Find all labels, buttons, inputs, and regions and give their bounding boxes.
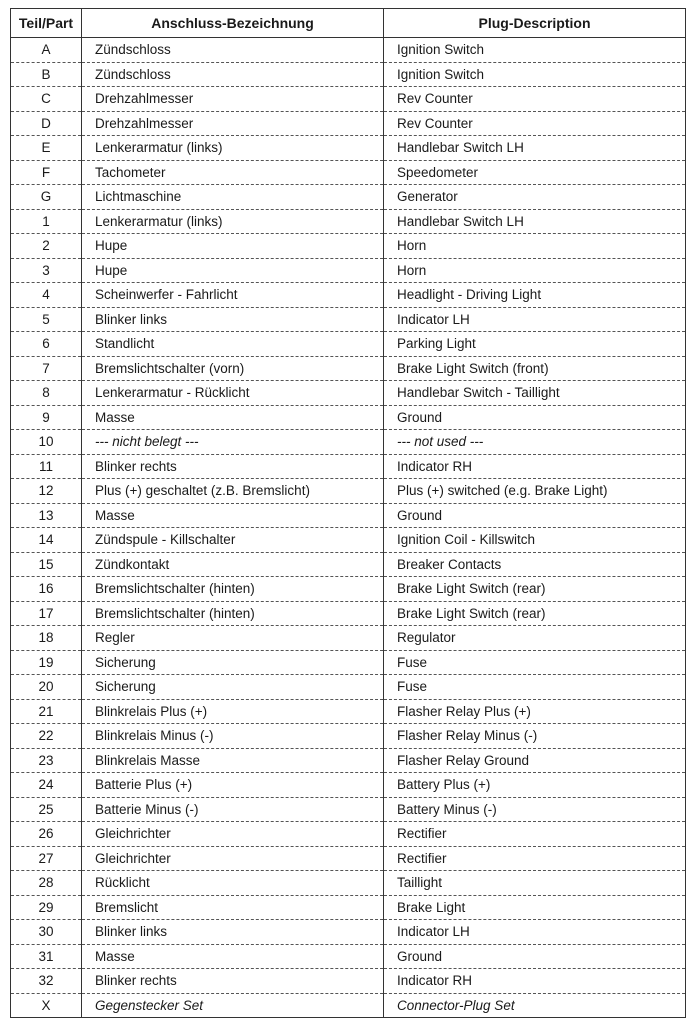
german-description-cell: Batterie Minus (-) xyxy=(82,797,384,822)
german-description-cell: Gegenstecker Set xyxy=(82,993,384,1018)
table-row xyxy=(11,699,686,724)
german-description-cell: Tachometer xyxy=(82,160,384,185)
english-description-cell: Horn xyxy=(384,258,686,283)
english-description-cell: Rectifier xyxy=(384,846,686,871)
german-description-cell: Sicherung xyxy=(82,675,384,700)
table-row xyxy=(11,209,686,234)
part-cell: C xyxy=(11,87,82,112)
english-description-cell: Ground xyxy=(384,944,686,969)
english-description-cell: Flasher Relay Plus (+) xyxy=(384,699,686,724)
table-row xyxy=(11,846,686,871)
part-cell: 21 xyxy=(11,699,82,724)
german-description-cell: Masse xyxy=(82,405,384,430)
part-cell: 31 xyxy=(11,944,82,969)
german-description-cell: Blinkrelais Minus (-) xyxy=(82,724,384,749)
part-cell: 26 xyxy=(11,822,82,847)
english-description-cell: Speedometer xyxy=(384,160,686,185)
table-row xyxy=(11,111,686,136)
table-row xyxy=(11,405,686,430)
german-description-cell: Hupe xyxy=(82,258,384,283)
german-description-cell: Rücklicht xyxy=(82,871,384,896)
part-cell: 28 xyxy=(11,871,82,896)
german-description-cell: Bremslichtschalter (vorn) xyxy=(82,356,384,381)
part-cell: 32 xyxy=(11,969,82,994)
german-description-cell: Hupe xyxy=(82,234,384,259)
table-body xyxy=(11,38,686,1018)
part-cell: 23 xyxy=(11,748,82,773)
header-german: Anschluss-Bezeichnung xyxy=(82,9,384,38)
table-row xyxy=(11,307,686,332)
german-description-cell: Plus (+) geschaltet (z.B. Bremslicht) xyxy=(82,479,384,504)
german-description-cell: Blinkrelais Plus (+) xyxy=(82,699,384,724)
table-row xyxy=(11,920,686,945)
part-cell: 19 xyxy=(11,650,82,675)
german-description-cell: Scheinwerfer - Fahrlicht xyxy=(82,283,384,308)
part-cell: D xyxy=(11,111,82,136)
english-description-cell: Ground xyxy=(384,405,686,430)
table-row xyxy=(11,577,686,602)
german-description-cell: Gleichrichter xyxy=(82,822,384,847)
part-cell: 2 xyxy=(11,234,82,259)
german-description-cell: Drehzahlmesser xyxy=(82,111,384,136)
english-description-cell: Flasher Relay Minus (-) xyxy=(384,724,686,749)
english-description-cell: Regulator xyxy=(384,626,686,651)
english-description-cell: Rectifier xyxy=(384,822,686,847)
part-cell: 12 xyxy=(11,479,82,504)
english-description-cell: Rev Counter xyxy=(384,111,686,136)
english-description-cell: Connector-Plug Set xyxy=(397,997,515,1013)
part-cell: 3 xyxy=(11,258,82,283)
german-description-cell: Masse xyxy=(82,944,384,969)
part-cell: 9 xyxy=(11,405,82,430)
table-row xyxy=(11,797,686,822)
english-description-cell: Headlight - Driving Light xyxy=(384,283,686,308)
english-description-cell: Brake Light xyxy=(384,895,686,920)
english-description-cell: --- not used --- xyxy=(384,430,686,455)
part-cell: 4 xyxy=(11,283,82,308)
english-description-cell: Taillight xyxy=(384,871,686,896)
german-description-cell: Gleichrichter xyxy=(82,846,384,871)
part-cell: A xyxy=(11,38,82,63)
part-cell: 22 xyxy=(11,724,82,749)
german-description-cell: Blinker links xyxy=(82,307,384,332)
english-description-cell: Handlebar Switch - Taillight xyxy=(384,381,686,406)
english-description-cell: Flasher Relay Ground xyxy=(384,748,686,773)
german-description-cell: Lichtmaschine xyxy=(82,185,384,210)
part-cell: 10 xyxy=(11,430,82,455)
part-cell: 20 xyxy=(11,675,82,700)
english-description-cell: Brake Light Switch (front) xyxy=(384,356,686,381)
english-description-cell: Fuse xyxy=(384,675,686,700)
part-cell: 27 xyxy=(11,846,82,871)
table-row xyxy=(11,895,686,920)
table-header-row xyxy=(11,9,686,38)
german-description-cell: Standlicht xyxy=(82,332,384,357)
table-row xyxy=(11,503,686,528)
table-row xyxy=(11,822,686,847)
table-row xyxy=(11,136,686,161)
english-description-cell: Battery Minus (-) xyxy=(384,797,686,822)
table-row xyxy=(11,185,686,210)
part-cell: 7 xyxy=(11,356,82,381)
english-description-cell: Ground xyxy=(384,503,686,528)
german-description-cell: Blinker links xyxy=(82,920,384,945)
table-row xyxy=(11,454,686,479)
english-description-cell: Ignition Switch xyxy=(384,62,686,87)
english-description-cell: Ignition Switch xyxy=(384,38,686,63)
table-row xyxy=(11,626,686,651)
german-description-cell: Regler xyxy=(82,626,384,651)
german-description-cell: Zündschloss xyxy=(82,62,384,87)
german-description-cell: Blinkrelais Masse xyxy=(82,748,384,773)
table-row xyxy=(11,160,686,185)
english-description-cell: Indicator LH xyxy=(384,920,686,945)
part-cell: 13 xyxy=(11,503,82,528)
german-description-cell: Lenkerarmatur (links) xyxy=(82,209,384,234)
header-english: Plug-Description xyxy=(384,9,686,38)
german-description-cell: Bremslichtschalter (hinten) xyxy=(82,577,384,602)
german-description-cell: Sicherung xyxy=(82,650,384,675)
english-description-cell: Plus (+) switched (e.g. Brake Light) xyxy=(384,479,686,504)
german-description-cell: Lenkerarmatur - Rücklicht xyxy=(82,381,384,406)
table-row xyxy=(11,675,686,700)
table-row xyxy=(11,528,686,553)
table-row xyxy=(11,944,686,969)
table-row xyxy=(11,650,686,675)
english-description-cell: Generator xyxy=(384,185,686,210)
table-row xyxy=(11,258,686,283)
english-description-cell: Ignition Coil - Killswitch xyxy=(384,528,686,553)
german-description-cell: Zündspule - Killschalter xyxy=(82,528,384,553)
table-row xyxy=(11,479,686,504)
german-description-cell: Lenkerarmatur (links) xyxy=(82,136,384,161)
german-description-cell: Blinker rechts xyxy=(82,969,384,994)
english-description-cell: Battery Plus (+) xyxy=(384,773,686,798)
english-description-cell: Brake Light Switch (rear) xyxy=(384,601,686,626)
part-cell: F xyxy=(11,160,82,185)
english-description-cell: Handlebar Switch LH xyxy=(384,136,686,161)
table-row xyxy=(11,969,686,994)
header-part: Teil/Part xyxy=(11,9,82,38)
part-cell: 14 xyxy=(11,528,82,553)
english-description-cell: Indicator LH xyxy=(384,307,686,332)
german-description-cell: Zündkontakt xyxy=(82,552,384,577)
part-cell: X xyxy=(11,993,82,1018)
part-cell: 29 xyxy=(11,895,82,920)
english-description-cell: Indicator RH xyxy=(384,454,686,479)
english-description-cell: Brake Light Switch (rear) xyxy=(384,577,686,602)
part-cell: E xyxy=(11,136,82,161)
part-cell: 6 xyxy=(11,332,82,357)
german-description-cell: Batterie Plus (+) xyxy=(82,773,384,798)
part-cell: 18 xyxy=(11,626,82,651)
german-description-cell: Masse xyxy=(82,503,384,528)
english-description-cell: Parking Light xyxy=(384,332,686,357)
table-row xyxy=(11,871,686,896)
table-row xyxy=(11,356,686,381)
english-description-cell: Rev Counter xyxy=(384,87,686,112)
part-cell: 25 xyxy=(11,797,82,822)
table-row xyxy=(11,993,686,1018)
english-description-cell: Horn xyxy=(384,234,686,259)
part-cell: 8 xyxy=(11,381,82,406)
part-cell: 17 xyxy=(11,601,82,626)
table-row xyxy=(11,234,686,259)
german-description-cell: Bremslicht xyxy=(82,895,384,920)
table-row xyxy=(11,87,686,112)
part-cell: 24 xyxy=(11,773,82,798)
english-description-cell: Handlebar Switch LH xyxy=(384,209,686,234)
table-row xyxy=(11,38,686,63)
table-row xyxy=(11,430,686,455)
german-description-cell: --- nicht belegt --- xyxy=(82,430,384,455)
table-row xyxy=(11,332,686,357)
table-row xyxy=(11,62,686,87)
table-row xyxy=(11,748,686,773)
part-cell: G xyxy=(11,185,82,210)
part-cell: 5 xyxy=(11,307,82,332)
table-row xyxy=(11,724,686,749)
table-row xyxy=(11,283,686,308)
part-cell: 1 xyxy=(11,209,82,234)
table-row xyxy=(11,601,686,626)
part-cell: B xyxy=(11,62,82,87)
german-description-cell: Bremslichtschalter (hinten) xyxy=(82,601,384,626)
part-cell: 11 xyxy=(11,454,82,479)
parts-table xyxy=(10,8,686,1018)
german-description-cell: Drehzahlmesser xyxy=(82,87,384,112)
german-description-cell: Blinker rechts xyxy=(82,454,384,479)
german-description-cell: Zündschloss xyxy=(82,38,384,63)
table-row xyxy=(11,381,686,406)
part-cell: 16 xyxy=(11,577,82,602)
part-cell: 15 xyxy=(11,552,82,577)
english-description-cell: Fuse xyxy=(384,650,686,675)
part-cell: 30 xyxy=(11,920,82,945)
table-row xyxy=(11,552,686,577)
english-description-cell: Indicator RH xyxy=(384,969,686,994)
table-row xyxy=(11,773,686,798)
english-description-cell: Breaker Contacts xyxy=(384,552,686,577)
